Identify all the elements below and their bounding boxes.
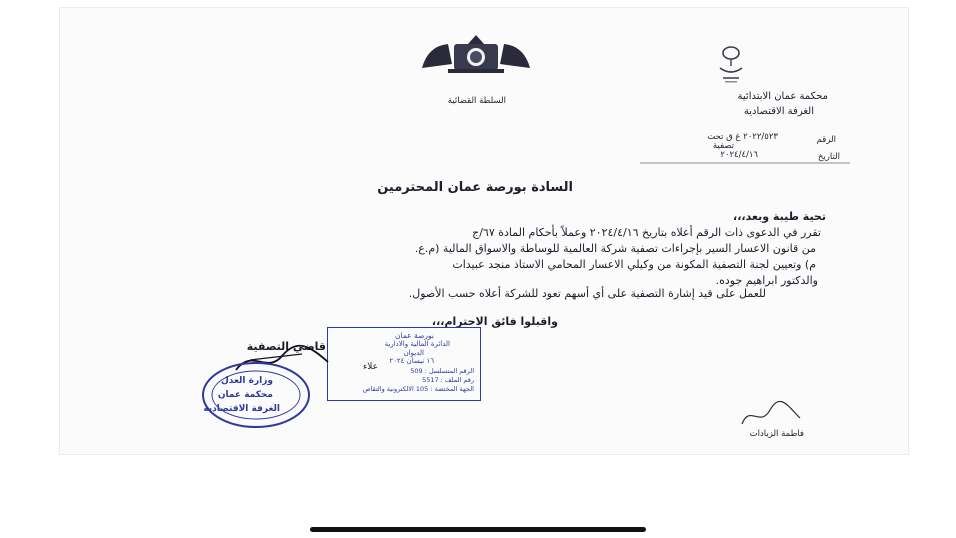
body-line-1: تقرر في الدعوى ذات الرقم أعلاه بتاريخ ٢٠٢٤/٤/١٦ وعملاً بأحكام المادة ٦٧/ج xyxy=(472,226,821,239)
stamp-line-1: بورصة عمان xyxy=(395,331,434,340)
stamp-line-6: رقم الملف : 5517 xyxy=(422,376,474,384)
judiciary-logo-icon xyxy=(714,44,748,84)
date-label: التاريخ xyxy=(817,152,840,162)
clerk-name: فاطمة الزيادات xyxy=(749,429,804,439)
jordan-royal-crest-icon xyxy=(418,34,534,76)
stamp-line-5: الرقم المتسلسل : 509 xyxy=(410,367,474,375)
round-stamp-line-1: وزارة العدل xyxy=(220,376,273,386)
home-indicator[interactable] xyxy=(310,527,646,532)
clerk-signature xyxy=(736,400,806,430)
received-stamp xyxy=(327,327,481,401)
stamp-line-7: الجهة المختصة : 105 الالكترونية والتقاص xyxy=(362,385,474,393)
judge-name: علاء xyxy=(363,362,378,372)
ref-value: ٢٠٢٢/٥٢٣ غ ق تحت xyxy=(707,132,778,142)
court-name: محكمة عمان الابتدائية xyxy=(737,91,828,102)
stamp-line-4: ١٦ نيسان ٢٠٢٤ xyxy=(389,357,434,365)
stamp-line-2: الدائرة المالية والادارية xyxy=(384,340,450,348)
judge-title: قاضي التصفية xyxy=(246,340,326,353)
closing-line: واقبلوا فائق الاحترام،،، xyxy=(431,315,558,328)
body-line-2: من قانون الاعسار السير بإجراءات تصفية شركة العالمية للوساطة والاسواق المالية (م.ع. xyxy=(414,242,816,255)
chamber-name: الغرفة الاقتصادية xyxy=(743,106,814,117)
round-stamp-line-2: محكمة عمان xyxy=(217,390,273,400)
stamp-line-3: الديوان xyxy=(403,349,424,357)
greeting: تحية طيبة وبعد،،، xyxy=(733,210,826,223)
body-line-3: م) وتعيين لجنة التصفية المكونة من وكيلي الاعسار المحامي الاستاذ منجد عبيدات xyxy=(452,258,816,271)
date-value: ٢٠٢٤/٤/١٦ xyxy=(720,150,758,160)
body-line-5: للعمل على قيد إشارة التصفية على أي أسهم تعود للشركة أعلاه حسب الأصول. xyxy=(408,287,766,300)
body-line-4: والدكتور ابراهيم جوده. xyxy=(715,274,818,287)
meta-underline xyxy=(640,161,850,165)
ref-sub: تصفية xyxy=(712,141,734,151)
round-stamp-line-3: الغرفة الاقتصادية xyxy=(203,404,280,414)
judicial-authority-label: السلطة القضائية xyxy=(447,96,506,106)
recipient-line: السادة بورصة عمان المحترمين xyxy=(377,180,573,195)
ref-label: الرقم xyxy=(816,135,836,145)
